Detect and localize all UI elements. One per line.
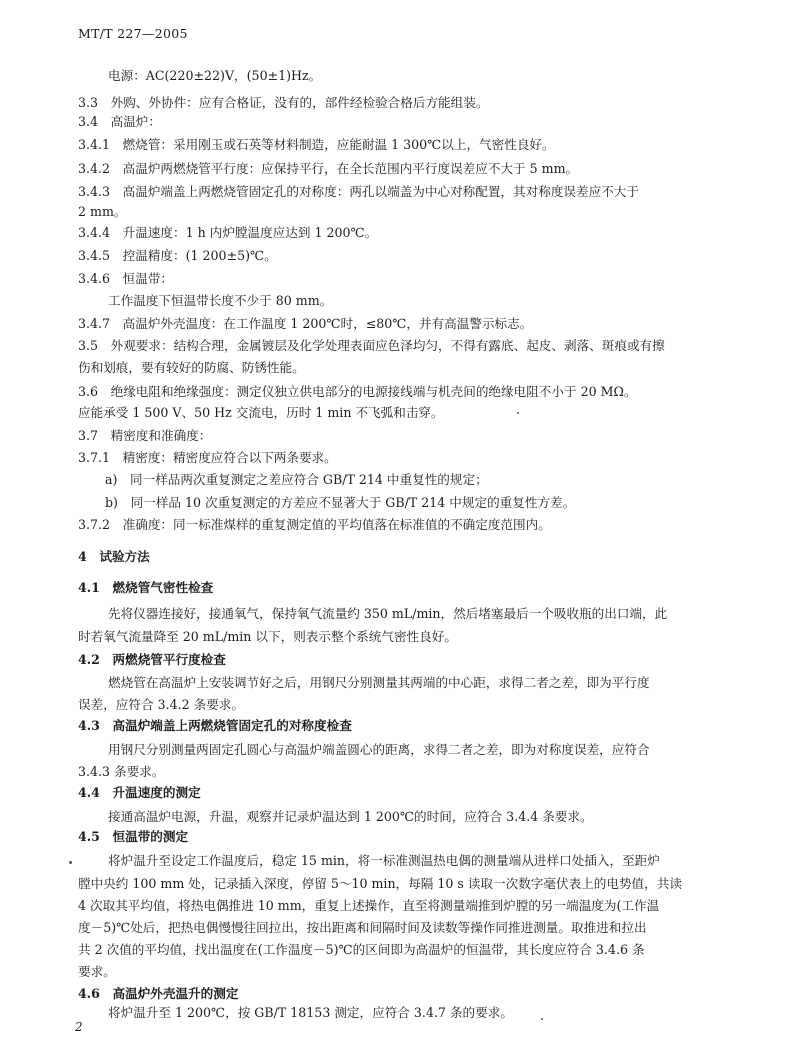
text-line: 3.7 精密度和准确度：: [78, 428, 212, 443]
text-line: 3.4 高温炉：: [78, 114, 161, 129]
subsection-heading: 4.2 两燃烧管平行度检查: [78, 652, 226, 667]
scan-speck: [69, 861, 72, 864]
scan-speck: [541, 1018, 543, 1020]
text-line: 时若氧气流量降至 20 mL/min 以下，则表示整个系统气密性良好。: [78, 629, 457, 644]
text-line: 用钢尺分别测量两固定孔圆心与高温炉端盖圆心的距离，求得二者之差，即为对称度误差，应符合: [108, 742, 650, 757]
list-item: b) 同一样品 10 次重复测定的方差应不显著大于 GB/T 214 中规定的重复性方差。: [105, 495, 576, 510]
text-line: 3.4.2 高温炉两燃烧管平行度：应保持平行，在全长范围内平行度误差应不大于 5 mm。: [78, 161, 579, 176]
list-item: a) 同一样品两次重复测定之差应符合 GB/T 214 中重复性的规定；: [105, 472, 488, 487]
text-line: 将炉温升至设定工作温度后，稳定 15 min，将一标准测温热电偶的测量端从进样口处插入，至距炉: [108, 853, 660, 868]
text-line: 3.6 绝缘电阻和绝缘强度：测定仪独立供电部分的电源接线端与机壳间的绝缘电阻不小于 20 MΩ。: [78, 384, 637, 399]
page-number: 2: [75, 1020, 83, 1034]
text-line: 接通高温炉电源，升温，观察并记录炉温达到 1 200℃的时间，应符合 3.4.4 条要求。: [108, 809, 593, 824]
text-line: 3.3 外购、外协件：应有合格证，没有的，部件经检验合格后方能组装。: [78, 95, 489, 110]
text-line: 电源：AC(220±22)V，(50±1)Hz。: [108, 68, 322, 83]
text-line: 工作温度下恒温带长度不少于 80 mm。: [108, 293, 333, 308]
text-line: 3.7.2 准确度：同一标准煤样的重复测定值的平均值落在标准值的不确定度范围内。: [78, 517, 551, 532]
text-line: 2 mm。: [78, 204, 127, 219]
subsection-heading: 4.3 高温炉端盖上两燃烧管固定孔的对称度检查: [78, 718, 352, 733]
text-line: 应能承受 1 500 V、50 Hz 交流电，历时 1 min 不飞弧和击穿。: [78, 405, 444, 420]
subsection-heading: 4.1 燃烧管气密性检查: [78, 580, 214, 595]
text-line: 3.4.3 条要求。: [78, 764, 165, 779]
text-line: 燃烧管在高温炉上安装调节好之后，用钢尺分别测量其两端的中心距，求得二者之差，即为平行度: [108, 675, 650, 690]
text-line: 3.4.4 升温速度：1 h 内炉膛温度应达到 1 200℃。: [78, 225, 378, 240]
text-line: 先将仪器连接好，接通氧气，保持氧气流量约 350 mL/min，然后堵塞最后一个吸收瓶的出口端，此: [108, 606, 668, 621]
text-line: 3.4.3 高温炉端盖上两燃烧管固定孔的对称度：两孔以端盖为中心对称配置，其对称度误差应不大于: [78, 184, 639, 199]
subsection-heading: 4.4 升温速度的测定: [78, 785, 201, 800]
text-line: 3.4.7 高温炉外壳温度：在工作温度 1 200℃时，≤80℃，并有高温警示标志。: [78, 316, 533, 331]
text-line: 误差，应符合 3.4.2 条要求。: [78, 697, 244, 712]
text-line: 共 2 次值的平均值，找出温度在(工作温度－5)℃的区间即为高温炉的恒温带，其长度应符合 3.4.6 条: [78, 942, 645, 957]
text-line: 膛中央约 100 mm 处，记录插入深度，停留 5～10 min，每隔 10 s 读取一次数字毫伏表上的电势值，共读: [78, 876, 682, 891]
text-line: 3.4.5 控温精度：(1 200±5)℃。: [78, 248, 277, 263]
subsection-heading: 4.6 高温炉外壳温升的测定: [78, 986, 239, 1001]
text-line: 3.5 外观要求：结构合理，金属镀层及化学处理表面应色泽均匀，不得有露底、起皮、剥落、斑痕或有擦: [78, 338, 665, 353]
text-line: 要求。: [78, 964, 116, 979]
text-line: 伤和划痕，要有较好的防腐、防锈性能。: [78, 360, 305, 375]
scan-speck: [517, 412, 519, 414]
text-line: 将炉温升至 1 200℃，按 GB/T 18153 测定，应符合 3.4.7 条的要求。: [108, 1005, 513, 1020]
standard-code-header: MT/T 227—2005: [78, 26, 188, 41]
text-line: 3.4.6 恒温带：: [78, 271, 174, 286]
text-line: 4 次取其平均值，将热电偶推进 10 mm，重复上述操作，直至将测量端推到炉膛的另一端温度为(工作温: [78, 898, 660, 913]
text-line: 3.7.1 精密度：精密度应符合以下两条要求。: [78, 450, 337, 465]
text-line: 度－5)℃处后，把热电偶慢慢往回拉出，按出距离和间隔时间及读数等操作同推进测量。取推进和拉出: [78, 920, 647, 935]
section-heading: 4 试验方法: [78, 549, 150, 564]
text-line: 3.4.1 燃烧管：采用刚玉或石英等材料制造，应能耐温 1 300℃以上，气密性良好。: [78, 137, 555, 152]
subsection-heading: 4.5 恒温带的测定: [78, 829, 189, 844]
